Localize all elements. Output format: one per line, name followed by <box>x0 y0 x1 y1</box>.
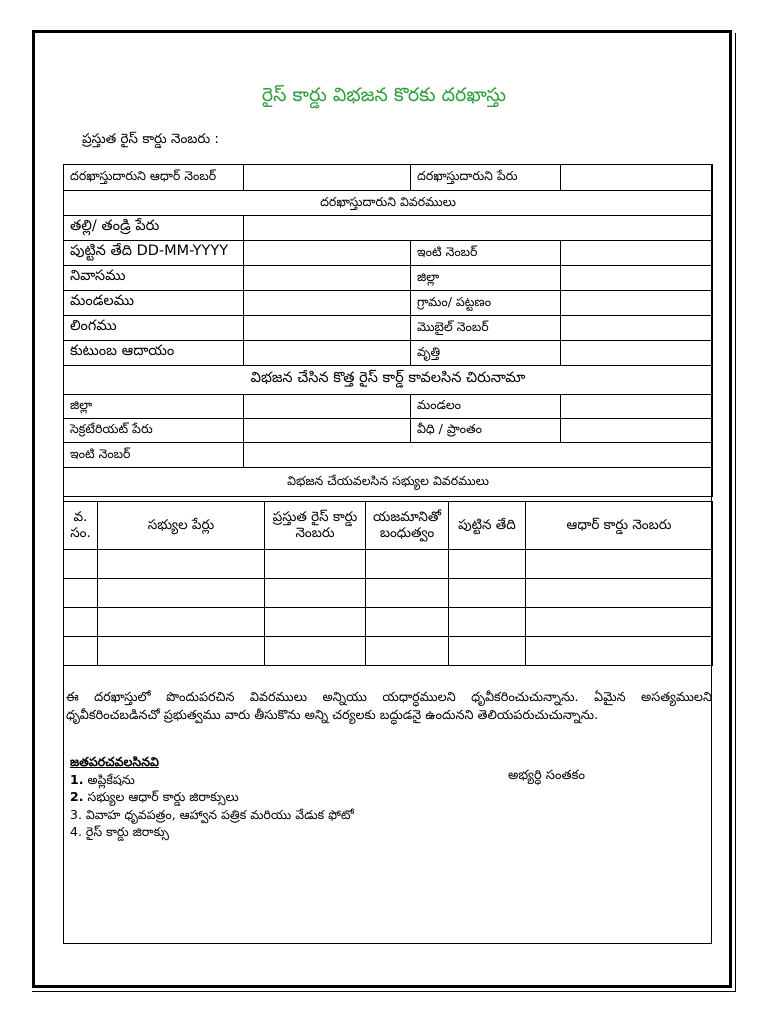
member-cell[interactable] <box>366 608 449 637</box>
enclosure-text: వివాహ ధృవపత్రం, ఆహ్వాన పత్రిక మరియు వేడుక ఫోటో <box>85 806 354 822</box>
member-cell[interactable] <box>449 550 526 579</box>
members-table <box>63 501 713 666</box>
dob-label-text: పుట్టిన తేది DD-MM-YYYY <box>70 243 229 259</box>
enclosure-item <box>70 788 354 806</box>
gender-field[interactable] <box>244 316 411 341</box>
page-shadow-right <box>735 33 736 992</box>
new-house-number-field[interactable] <box>244 443 713 468</box>
col-current-card-number: ప్రస్తుత రైస్ కార్డు నెంబరు <box>265 502 366 550</box>
member-cell[interactable] <box>526 608 713 637</box>
enclosures-heading: జతపరచవలసినవి <box>70 754 159 769</box>
col-member-names: సభ్యుల పేర్లు <box>98 502 265 550</box>
residence-label: నివాసము <box>64 266 244 291</box>
enclosure-number: 2. <box>70 789 84 804</box>
member-cell[interactable] <box>64 550 98 579</box>
secretariat-field[interactable] <box>244 419 411 443</box>
secretariat-label: సెక్రటేరియట్ పేరు <box>64 419 244 443</box>
income-field[interactable] <box>244 341 411 366</box>
enclosure-item <box>70 823 354 841</box>
member-cell[interactable] <box>366 550 449 579</box>
page-shadow-bottom <box>32 991 736 992</box>
declaration-text: ఈ దరఖాస్తులో పొందుపరచిన వివరములు అన్నియు యధార్ధములని ధృవీకరించుచున్నాను. ఏమైన అసత్యములని ధృవీకరించబడినచో ప్రభుత్వము వారు తీసుకొను అన్ని చర్యలకు బద్ధుడనై ఉందునని తెలియపరుచుచున్నాను. <box>66 690 712 723</box>
member-cell[interactable] <box>265 637 366 666</box>
member-cell[interactable] <box>64 637 98 666</box>
new-mandal-field[interactable] <box>561 395 713 419</box>
village-label: గ్రామం/ పట్టణం <box>411 291 561 316</box>
member-row <box>64 579 713 608</box>
form-title: రైస్ కార్డు విభజన కొరకు దరఖాస్తు <box>261 84 507 106</box>
new-district-label: జిల్లా <box>64 395 244 419</box>
applicant-details-table <box>63 164 713 497</box>
applicant-aadhaar-label: దరఖాస్తుదారుని ఆధార్ నెంబర్ <box>64 165 244 191</box>
member-row <box>64 550 713 579</box>
col-aadhaar-number: ఆధార్ కార్డు నెంబరు <box>526 502 713 550</box>
enclosure-number: 1. <box>70 771 84 787</box>
mobile-field[interactable] <box>561 316 713 341</box>
enclosures-list <box>70 753 354 841</box>
house-number-field[interactable] <box>561 241 713 266</box>
house-number-label: ఇంటి నెంబర్ <box>411 241 561 266</box>
member-cell[interactable] <box>64 579 98 608</box>
member-cell[interactable] <box>449 608 526 637</box>
col-serial-number: వ. సం. <box>64 502 98 550</box>
members-heading: విభజన చేయవలసిన సభ్యుల వివరములు <box>64 468 713 497</box>
income-label: కుటుంబ ఆదాయం <box>64 341 244 366</box>
enclosure-item <box>70 806 354 824</box>
member-cell[interactable] <box>449 637 526 666</box>
member-cell[interactable] <box>98 579 265 608</box>
occupation-field[interactable] <box>561 341 713 366</box>
residence-field[interactable] <box>244 266 411 291</box>
member-cell[interactable] <box>366 579 449 608</box>
parent-name-field[interactable] <box>244 216 713 241</box>
member-cell[interactable] <box>265 608 366 637</box>
enclosure-item <box>70 771 354 789</box>
mobile-label: మొబైల్ నెంబర్ <box>411 316 561 341</box>
mandal-label: మండలము <box>64 291 244 316</box>
gender-label: లింగము <box>64 316 244 341</box>
enclosure-text: అప్లికేషను <box>87 771 135 787</box>
col-date-of-birth: పుట్టిన తేది <box>449 502 526 550</box>
occupation-label: వృత్తి <box>411 341 561 366</box>
col-relationship: యజమానితో బంధుత్వం <box>366 502 449 550</box>
member-cell[interactable] <box>366 637 449 666</box>
enclosure-number: 3. <box>70 806 82 822</box>
village-field[interactable] <box>561 291 713 316</box>
new-district-field[interactable] <box>244 395 411 419</box>
new-house-number-label: ఇంటి నెంబర్ <box>64 443 244 468</box>
applicant-signature-label: అభ్యర్ధి సంతకం <box>508 768 586 783</box>
dob-field[interactable] <box>244 241 411 266</box>
applicant-name-label: దరఖాస్తుదారుని పేరు <box>411 165 561 191</box>
member-row <box>64 637 713 666</box>
enclosure-number: 4. <box>70 824 82 839</box>
member-cell[interactable] <box>265 550 366 579</box>
street-field[interactable] <box>561 419 713 443</box>
new-address-heading: విభజన చేసిన కొత్త రైస్ కార్డ్ కావలసిన చిరునామా <box>64 366 713 395</box>
applicant-details-heading: దరఖాస్తుదారుని వివరములు <box>64 191 713 216</box>
enclosure-text: రైస్ కార్డు జిరాక్సు <box>85 824 169 839</box>
member-cell[interactable] <box>98 550 265 579</box>
member-cell[interactable] <box>265 579 366 608</box>
district-field[interactable] <box>561 266 713 291</box>
member-cell[interactable] <box>449 579 526 608</box>
parent-name-label: తల్లి/ తండ్రి పేరు <box>64 216 244 241</box>
district-label: జిల్లా <box>411 266 561 291</box>
member-row <box>64 608 713 637</box>
applicant-name-field[interactable] <box>561 165 713 191</box>
street-label: వీధి / ప్రాంతం <box>411 419 561 443</box>
mandal-field[interactable] <box>244 291 411 316</box>
new-mandal-label: మండలం <box>411 395 561 419</box>
member-cell[interactable] <box>64 608 98 637</box>
enclosure-text: సభ్యుల ఆధార్ కార్డు జిరాక్సులు <box>87 789 239 804</box>
member-cell[interactable] <box>526 579 713 608</box>
current-card-number-label: ప్రస్తుత రైస్ కార్డు నెంబరు : <box>82 131 219 147</box>
member-cell[interactable] <box>526 550 713 579</box>
member-cell[interactable] <box>98 608 265 637</box>
member-cell[interactable] <box>526 637 713 666</box>
applicant-aadhaar-field[interactable] <box>244 165 411 191</box>
member-cell[interactable] <box>98 637 265 666</box>
dob-label <box>64 241 244 266</box>
